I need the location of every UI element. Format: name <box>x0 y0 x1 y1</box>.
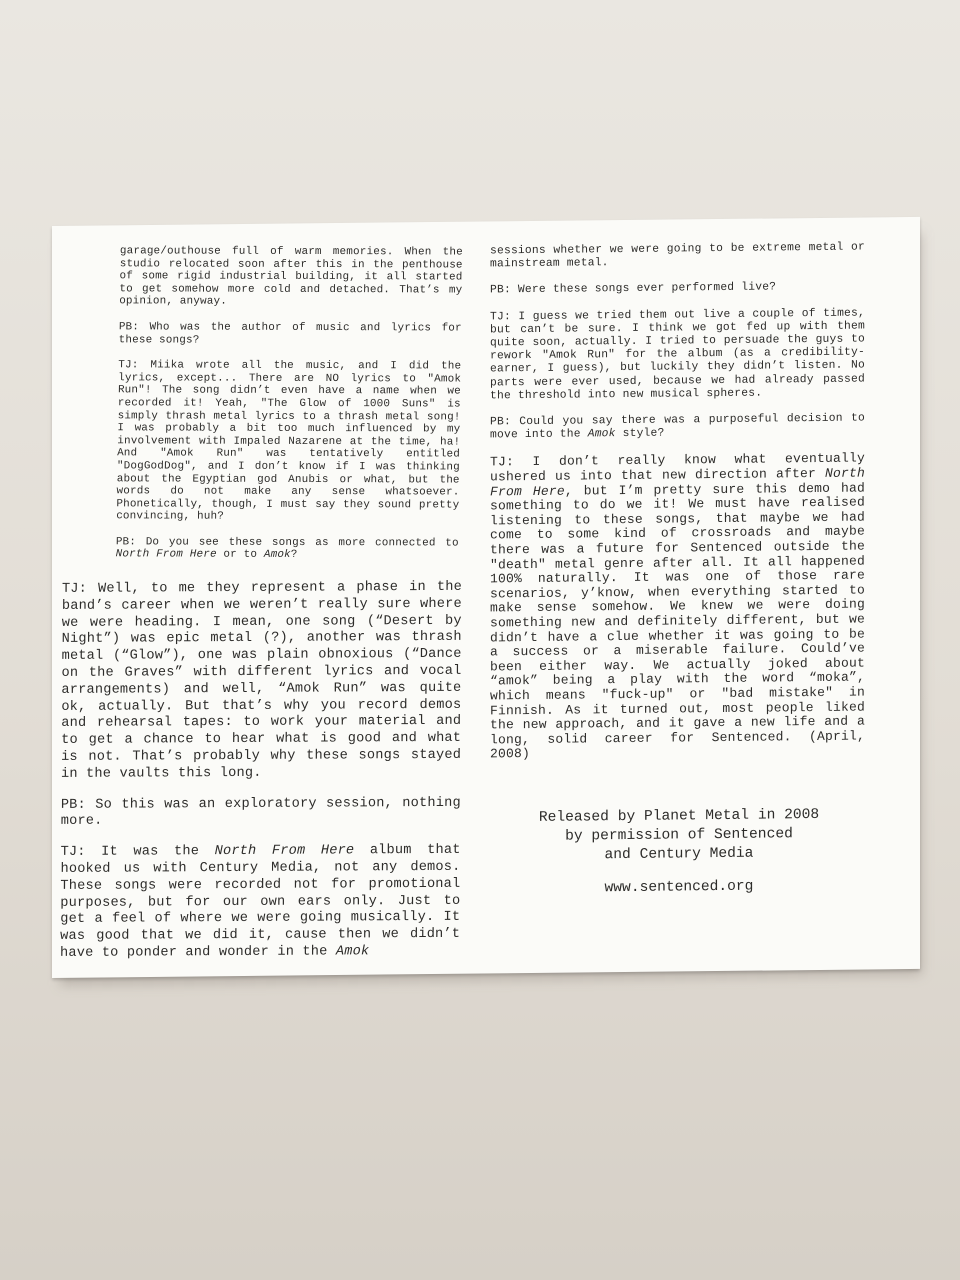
booklet-page <box>52 217 920 978</box>
website-url: www.sentenced.org <box>604 878 754 897</box>
release-line: Released by Planet Metal in 2008 <box>538 806 820 826</box>
question: PB: Were these songs ever performed live? <box>490 281 777 297</box>
answer: TJ: I guess we tried them out live a couple of times, but can’t be sure. I think we got fed up with them quite soon, actually. I tried to persuade the guys to rework "Amok Run" for the album (as a credibility-earner, I guess), but luckily they didn’t listen. No parts were ever used, because we had already passed the threshold into new musical spheres. <box>490 307 865 403</box>
right-column <box>490 241 865 775</box>
answer: TJ: Well, to me they represent a phase in the band’s career when we weren’t really sure where we were heading. I mean, one song (“Desert by Night”) was epic metal (?), another was thrash metal (“Glow”), one was plain obnoxious (“Dance on the Graves” with different lyrics and vocal arrangements) and well, “Amok Run” was quite ok, actually. But that’s why you record demos and rehearsal tapes: to work your material and to get a chance to hear what is good and what is not. That’s probably why these songs stayed in the vaults this long. <box>60 579 462 782</box>
question: PB: Could you say there was a purposeful decision to move into the Amok style? <box>490 412 865 442</box>
left-column-bottom <box>60 580 462 977</box>
question: PB: Do you see these songs as more connected to North From Here or to Amok? <box>115 536 459 562</box>
paragraph: sessions whether we were going to be extreme metal or mainstream metal. <box>490 241 865 271</box>
question: PB: So this was an exploratory session, nothing more. <box>60 795 461 830</box>
left-column-top <box>115 245 463 575</box>
answer: TJ: Miika wrote all the music, and I did the lyrics, except... There are NO lyrics to "Amok Run"! The song didn’t even have a name when we recorded it! Yeah, "The Glow of 1000 Suns" is simply thrash metal lyrics to a thrash metal song! I was probably a bit too much influenced by my involvement with Impaled Nazarene at the time, ha! And "Amok Run" was tentatively entitled "DogGodDog", and I don’t know if I was thinking about the Egyptian god Anubis or what, but the words do not make any sense whatsoever. Phonetically, though, I must say they sound pretty convincing, huh? <box>116 359 462 523</box>
question: PB: Who was the author of music and lyrics for these songs? <box>118 321 462 347</box>
permission-line: by permission of Sentenced <box>565 826 793 845</box>
release-credits <box>490 805 868 899</box>
label-line: and Century Media <box>604 845 754 864</box>
paragraph: garage/outhouse full of warm memories. When the studio relocated soon after this in the penthouse of some rigid industrial building, it all started to get somehow more cold and detached. That’s my opinion, anyway. <box>119 245 463 309</box>
answer: TJ: I don’t really know what eventually ushered us into that new direction after North From Here, but I’m pretty sure this demo had something to do we it! We must have realised listening to these songs, that maybe we had come to some kind of crossroads and maybe there was a future for Sentenced outside the "death" metal genre after all. It all happened 100% naturally. It was one of those rare scenarios, y’know, when everything started to make sense somehow. We knew we were doing something new and definitely different, but we didn’t have a clue whether it was going to be a success or a miserable failure. Could’ve been either way. We actually joked about “amok” being a play with the word “moka”, which means "fuck-up" or "bad mistake" in Finnish. As it turned out, most people liked the new approach, and it gave a new life and a long, solid career for Sentenced. (April, 2008) <box>490 450 866 762</box>
answer: TJ: It was the North From Here album that hooked us with Century Media, not any demos. These songs were recorded not for promotional purposes, but for our own ears only. Just to get a feel of where we were going musically. It was good that we did it, cause then we didn’t have to ponder and wonder in the Amok <box>60 842 461 961</box>
